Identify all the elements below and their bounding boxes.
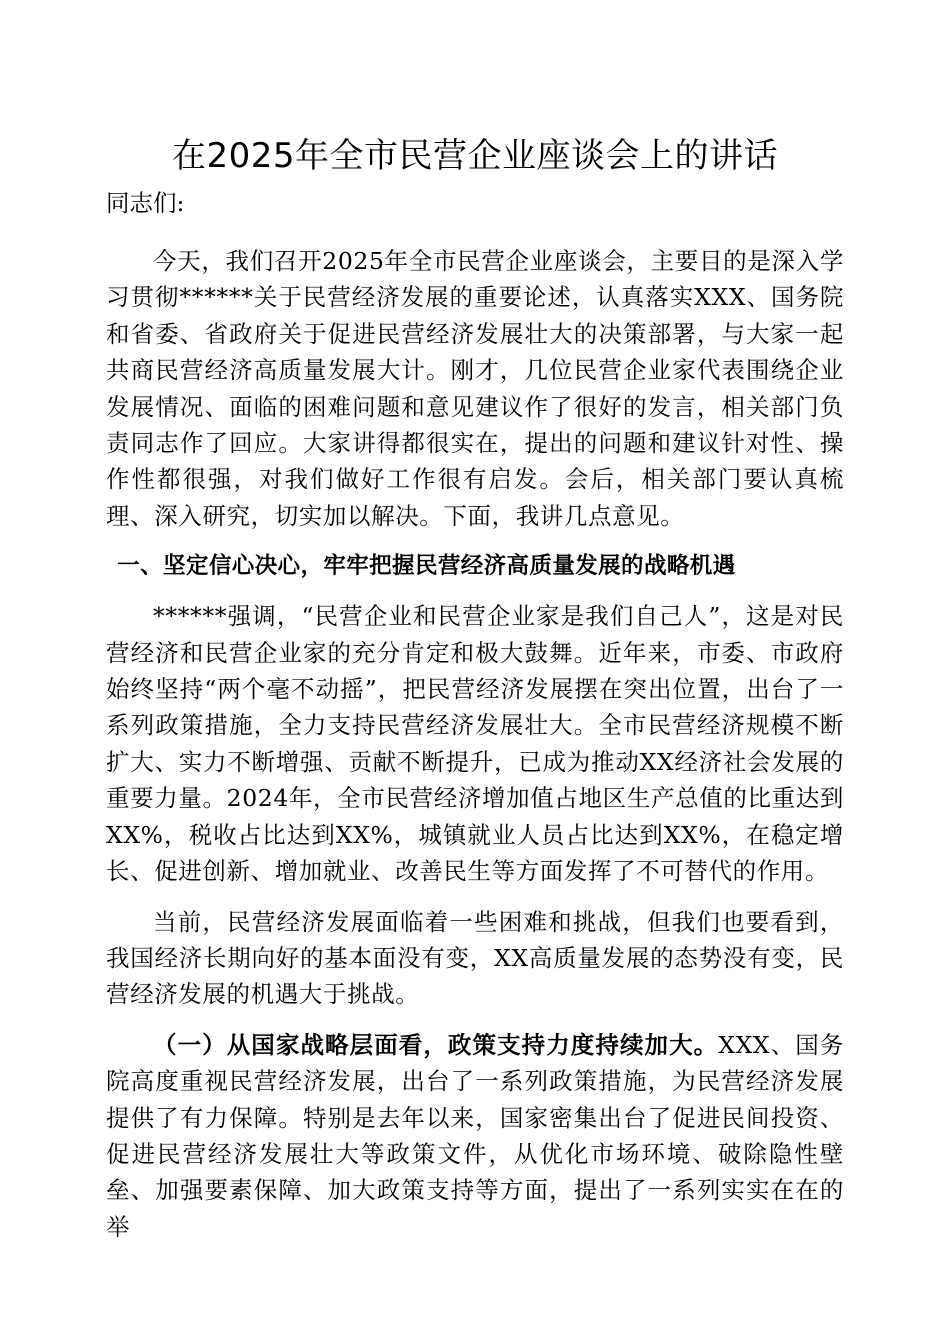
paragraph-opening: 今天，我们召开2025年全市民营企业座谈会，主要目的是深入学习贯彻******关于民营经济发展的重要论述，认真落实XXX、国务院和省委、省政府关于促进民营经济发展壮大的决策部署，与大家一起共商民营经济高质量发展大计。刚才，几位民营企业家代表围绕企业发展情况、面临的困难问题和意见建议作了很好的发言，相关部门负责同志作了回应。大家讲得都很实在，提出的问题和建议针对性、操作性都很强，对我们做好工作很有启发。会后，相关部门要认真梳理、深入研究，切实加以解决。下面，我讲几点意见。: [106, 247, 844, 530]
section-heading-1: 一、坚定信心决心，牢牢把握民营经济高质量发展的战略机遇: [117, 553, 736, 580]
paragraph-national-strategy-body: XXX、国务院高度重视民营经济发展，出台了一系列政策措施，为民营经济发展提供了有力保障。特别是去年以来，国家密集出台了促进民间投资、促进民营经济发展壮大等政策文件，从优化市场环境、破除隐性壁垒、加强要素保障、加大政策支持等方面，提出了一系列实实在在的举: [106, 1030, 844, 1241]
paragraph-national-strategy: [106, 1027, 844, 1245]
document-body: [106, 185, 844, 1259]
salutation: 同志们:: [106, 189, 185, 217]
paragraph-challenges: 当前，民营经济发展面临着一些困难和挑战，但我们也要看到，我国经济长期向好的基本面没有变，XX高质量发展的态势没有变，民营经济发展的机遇大于挑战。: [106, 907, 844, 1009]
subheading-national-strategy: （一）从国家战略层面看，政策支持力度持续加大。: [153, 1030, 719, 1059]
paragraph-confidence: ******强调，“民营企业和民营企业家是我们自己人”，这是对民营经济和民营企业家的充分肯定和极大鼓舞。近年来，市委、市政府始终坚持“两个毫不动摇”，把民营经济发展摆在突出位置，出台了一系列政策措施，全力支持民营经济发展壮大。全市民营经济规模不断扩大、实力不断增强、贡献不断提升，已成为推动XX经济社会发展的重要力量。2024年，全市民营经济增加值占地区生产总值的比重达到XX%，税收占比达到XX%，城镇就业人员占比达到XX%，在稳定增长、促进创新、增加就业、改善民生等方面发挥了不可替代的作用。: [106, 602, 844, 886]
document-title: 在2025年全市民营企业座谈会上的讲话: [171, 136, 779, 176]
